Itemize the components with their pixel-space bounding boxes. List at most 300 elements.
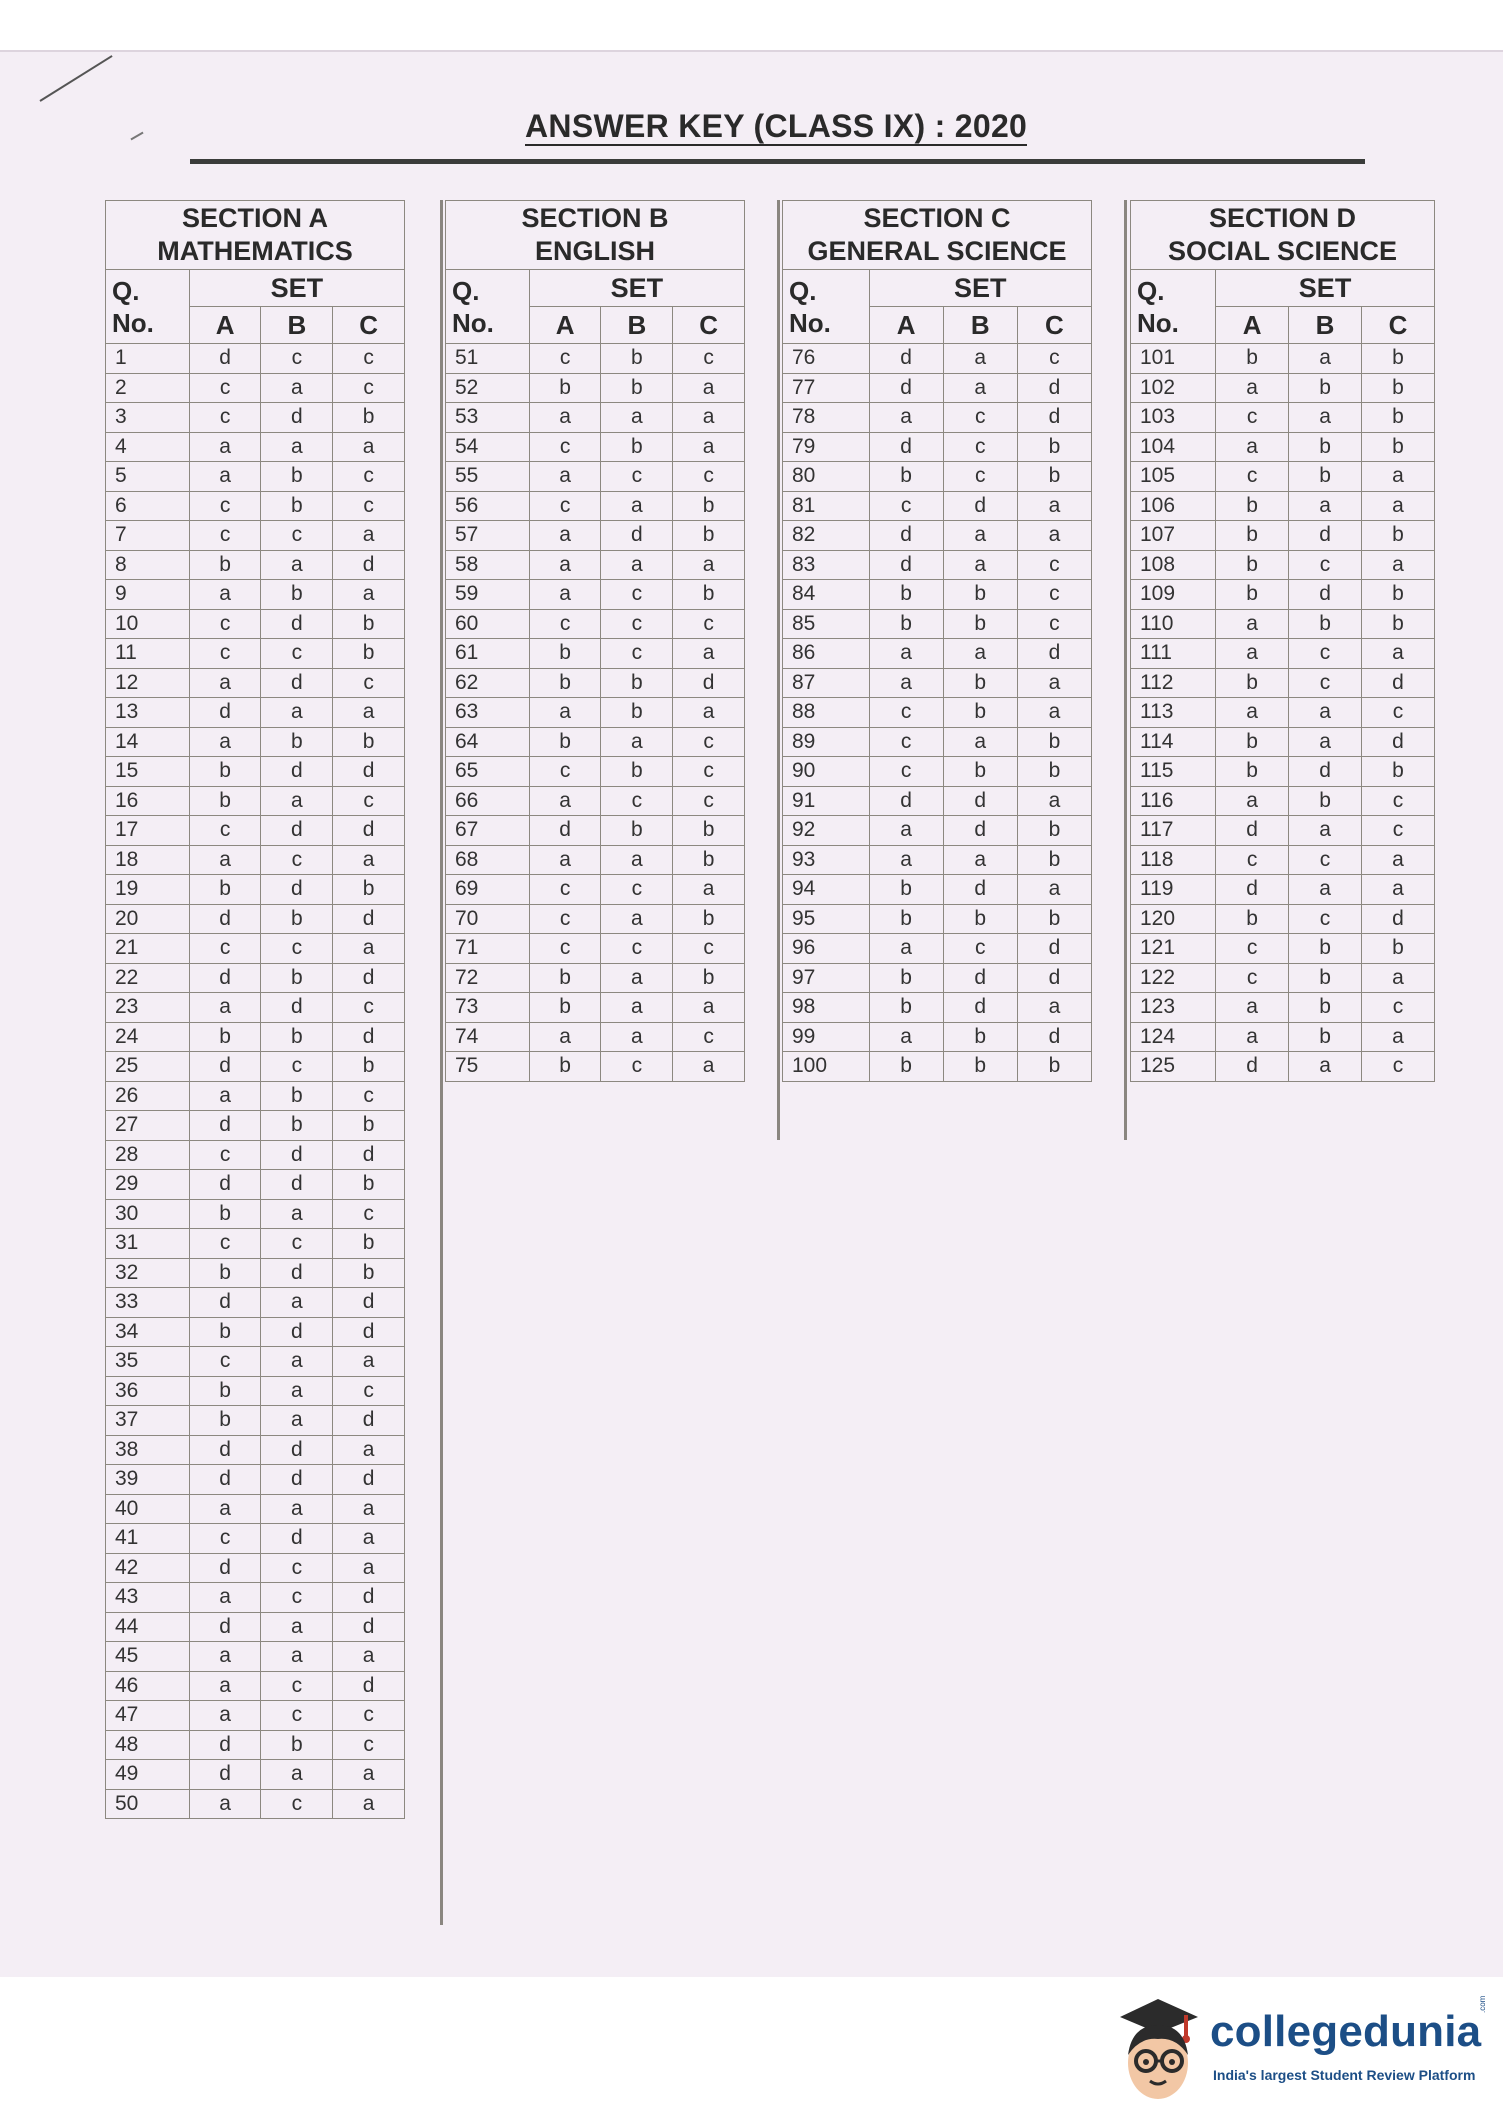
answer-cell: b — [1017, 727, 1091, 757]
answer-row — [446, 993, 745, 1023]
answer-cell: a — [673, 550, 745, 580]
answer-row — [1131, 698, 1435, 728]
answer-cell: a — [529, 580, 601, 610]
answer-row — [783, 934, 1092, 964]
answer-row — [446, 403, 745, 433]
question-number-cell: 9 — [106, 580, 190, 610]
answer-row — [783, 993, 1092, 1023]
question-number-cell: 10 — [106, 609, 190, 639]
answer-cell: b — [189, 1022, 261, 1052]
question-number-cell: 31 — [106, 1229, 190, 1259]
answer-row — [783, 373, 1092, 403]
answer-cell: c — [601, 875, 673, 905]
answer-row — [446, 609, 745, 639]
answer-cell: d — [261, 1524, 333, 1554]
answer-row — [1131, 845, 1435, 875]
answer-cell: d — [1289, 580, 1362, 610]
answer-cell: a — [333, 1553, 405, 1583]
answer-cell: c — [1289, 668, 1362, 698]
question-number-cell: 96 — [783, 934, 870, 964]
answer-cell: a — [1362, 462, 1435, 492]
answer-cell: b — [943, 904, 1017, 934]
answer-row — [1131, 904, 1435, 934]
question-number-cell: 28 — [106, 1140, 190, 1170]
answer-cell: b — [1216, 550, 1289, 580]
answer-row — [106, 1583, 405, 1613]
answer-cell: c — [1216, 462, 1289, 492]
answer-cell: d — [189, 1111, 261, 1141]
answer-cell: b — [1216, 491, 1289, 521]
answer-row — [446, 904, 745, 934]
answer-cell: a — [333, 698, 405, 728]
answer-cell: a — [189, 1494, 261, 1524]
section-title-line: SOCIAL SCIENCE — [1167, 236, 1398, 266]
answer-cell: a — [189, 993, 261, 1023]
question-number-cell: 114 — [1131, 727, 1216, 757]
answer-cell: a — [869, 845, 943, 875]
answer-cell: a — [943, 344, 1017, 374]
answer-cell: a — [261, 1760, 333, 1790]
answer-row — [106, 993, 405, 1023]
question-number-cell: 85 — [783, 609, 870, 639]
answer-cell: b — [1289, 609, 1362, 639]
answer-cell: c — [333, 344, 405, 374]
answer-cell: c — [333, 1730, 405, 1760]
section-b-table — [445, 200, 745, 1082]
answer-row — [106, 1111, 405, 1141]
answer-cell: a — [673, 1052, 745, 1082]
question-number-cell: 40 — [106, 1494, 190, 1524]
answer-cell: a — [1362, 875, 1435, 905]
question-number-header — [446, 270, 530, 344]
question-number-cell: 111 — [1131, 639, 1216, 669]
question-number-cell: 22 — [106, 963, 190, 993]
answer-cell: b — [943, 580, 1017, 610]
question-number-cell: 20 — [106, 904, 190, 934]
answer-cell: b — [601, 816, 673, 846]
answer-cell: a — [189, 432, 261, 462]
question-number-cell: 78 — [783, 403, 870, 433]
answer-cell: c — [601, 934, 673, 964]
answer-row — [783, 580, 1092, 610]
answer-row — [106, 1760, 405, 1790]
answer-cell: a — [869, 403, 943, 433]
answer-row — [1131, 934, 1435, 964]
answer-row — [106, 1022, 405, 1052]
answer-cell: a — [261, 1376, 333, 1406]
answer-cell: c — [189, 816, 261, 846]
answer-cell: a — [1289, 1052, 1362, 1082]
question-number-cell: 18 — [106, 845, 190, 875]
answer-row — [1131, 668, 1435, 698]
answer-cell: a — [673, 993, 745, 1023]
answer-cell: d — [189, 1288, 261, 1318]
answer-row — [106, 1258, 405, 1288]
answer-cell: c — [673, 609, 745, 639]
answer-cell: b — [333, 609, 405, 639]
answer-cell: a — [333, 845, 405, 875]
answer-cell: d — [673, 668, 745, 698]
answer-cell: a — [529, 1022, 601, 1052]
answer-cell: b — [333, 875, 405, 905]
answer-cell: d — [333, 1406, 405, 1436]
answer-cell: c — [261, 1583, 333, 1613]
answer-row — [106, 757, 405, 787]
answer-cell: d — [261, 668, 333, 698]
answer-cell: a — [1017, 698, 1091, 728]
answer-cell: b — [1216, 904, 1289, 934]
question-number-cell: 118 — [1131, 845, 1216, 875]
answer-cell: c — [529, 875, 601, 905]
answer-cell: c — [869, 727, 943, 757]
answer-row — [106, 1406, 405, 1436]
question-number-cell: 106 — [1131, 491, 1216, 521]
question-number-cell: 89 — [783, 727, 870, 757]
question-number-cell: 100 — [783, 1052, 870, 1082]
answer-cell: b — [189, 1258, 261, 1288]
answer-cell: a — [529, 403, 601, 433]
logo-tagline: India's largest Student Review Platform — [1213, 2067, 1476, 2083]
answer-row — [106, 1465, 405, 1495]
question-number-cell: 60 — [446, 609, 530, 639]
answer-cell: a — [869, 668, 943, 698]
answer-cell: a — [943, 550, 1017, 580]
answer-cell: c — [601, 462, 673, 492]
answer-cell: d — [189, 1170, 261, 1200]
question-number-cell: 47 — [106, 1701, 190, 1731]
answer-cell: a — [1362, 550, 1435, 580]
answer-cell: c — [333, 668, 405, 698]
answer-cell: a — [1216, 373, 1289, 403]
answer-cell: b — [333, 727, 405, 757]
answer-cell: d — [189, 1435, 261, 1465]
answer-cell: a — [601, 403, 673, 433]
question-number-cell: 63 — [446, 698, 530, 728]
answer-row — [106, 609, 405, 639]
answer-cell: a — [673, 639, 745, 669]
answer-row — [106, 1081, 405, 1111]
answer-row — [106, 1789, 405, 1819]
answer-row — [446, 344, 745, 374]
question-number-header-line: Q. — [789, 275, 817, 306]
answer-cell: b — [1017, 1052, 1091, 1082]
question-number-cell: 48 — [106, 1730, 190, 1760]
question-number-cell: 107 — [1131, 521, 1216, 551]
question-number-cell: 90 — [783, 757, 870, 787]
answer-cell: a — [333, 580, 405, 610]
answer-cell: d — [261, 609, 333, 639]
question-number-header-line: No. — [452, 307, 494, 338]
question-number-cell: 117 — [1131, 816, 1216, 846]
answer-row — [446, 432, 745, 462]
question-number-cell: 65 — [446, 757, 530, 787]
answer-cell: c — [333, 993, 405, 1023]
question-number-cell: 34 — [106, 1317, 190, 1347]
answer-cell: a — [673, 698, 745, 728]
answer-cell: d — [943, 491, 1017, 521]
answer-cell: b — [189, 1406, 261, 1436]
answer-cell: c — [189, 1140, 261, 1170]
answer-cell: b — [1216, 668, 1289, 698]
question-number-cell: 46 — [106, 1671, 190, 1701]
answer-cell: b — [601, 344, 673, 374]
question-number-cell: 54 — [446, 432, 530, 462]
answer-cell: c — [261, 1789, 333, 1819]
answer-row — [1131, 521, 1435, 551]
answer-cell: c — [869, 757, 943, 787]
answer-row — [106, 1347, 405, 1377]
answer-row — [446, 491, 745, 521]
answer-cell: b — [1017, 432, 1091, 462]
question-number-cell: 82 — [783, 521, 870, 551]
answer-cell: b — [529, 993, 601, 1023]
question-number-cell: 23 — [106, 993, 190, 1023]
answer-row — [106, 875, 405, 905]
set-column-header: B — [261, 307, 333, 344]
answer-cell: b — [529, 639, 601, 669]
answer-row — [106, 403, 405, 433]
answer-cell: c — [601, 580, 673, 610]
answer-cell: b — [529, 668, 601, 698]
answer-cell: c — [261, 934, 333, 964]
question-number-cell: 59 — [446, 580, 530, 610]
answer-cell: d — [869, 344, 943, 374]
answer-cell: b — [189, 1199, 261, 1229]
set-column-header: A — [1216, 307, 1289, 344]
answer-cell: d — [333, 1583, 405, 1613]
answer-cell: c — [1289, 639, 1362, 669]
answer-cell: b — [261, 580, 333, 610]
answer-row — [106, 1701, 405, 1731]
question-number-cell: 98 — [783, 993, 870, 1023]
answer-row — [106, 373, 405, 403]
answer-cell: b — [529, 727, 601, 757]
answer-cell: a — [529, 550, 601, 580]
answer-cell: b — [261, 727, 333, 757]
question-number-header — [783, 270, 870, 344]
title-underline — [190, 159, 1365, 164]
answer-row — [106, 1170, 405, 1200]
answer-row — [783, 963, 1092, 993]
answer-cell: b — [261, 904, 333, 934]
answer-row — [783, 403, 1092, 433]
question-number-cell: 4 — [106, 432, 190, 462]
question-number-cell: 19 — [106, 875, 190, 905]
answer-cell: d — [869, 432, 943, 462]
answer-row — [106, 550, 405, 580]
answer-cell: a — [529, 786, 601, 816]
answer-cell: d — [1289, 757, 1362, 787]
answer-cell: a — [1216, 993, 1289, 1023]
answer-row — [106, 727, 405, 757]
question-number-cell: 91 — [783, 786, 870, 816]
answer-row — [1131, 432, 1435, 462]
answer-cell: c — [529, 904, 601, 934]
question-number-cell: 75 — [446, 1052, 530, 1082]
answer-row — [1131, 550, 1435, 580]
answer-cell: b — [189, 875, 261, 905]
answer-cell: c — [1216, 934, 1289, 964]
set-column-header: C — [1017, 307, 1091, 344]
question-number-cell: 79 — [783, 432, 870, 462]
section-title-line: SECTION C — [863, 203, 1011, 233]
answer-cell: a — [189, 1671, 261, 1701]
answer-cell: a — [673, 373, 745, 403]
answer-cell: b — [1362, 757, 1435, 787]
answer-cell: d — [189, 1612, 261, 1642]
answer-row — [106, 1612, 405, 1642]
answer-cell: a — [189, 1642, 261, 1672]
answer-cell: d — [189, 1052, 261, 1082]
answer-cell: c — [673, 786, 745, 816]
question-number-cell: 50 — [106, 1789, 190, 1819]
answer-row — [1131, 816, 1435, 846]
answer-cell: a — [1289, 344, 1362, 374]
answer-cell: a — [943, 373, 1017, 403]
answer-cell: c — [189, 1347, 261, 1377]
answer-row — [1131, 609, 1435, 639]
set-header: SET — [529, 270, 744, 307]
answer-cell: a — [333, 432, 405, 462]
answer-cell: b — [261, 1730, 333, 1760]
answer-row — [1131, 727, 1435, 757]
answer-cell: b — [1216, 344, 1289, 374]
answer-cell: a — [529, 521, 601, 551]
answer-cell: d — [1017, 373, 1091, 403]
answer-cell: a — [673, 875, 745, 905]
answer-cell: d — [261, 1170, 333, 1200]
answer-cell: a — [189, 580, 261, 610]
question-number-cell: 42 — [106, 1553, 190, 1583]
question-number-cell: 37 — [106, 1406, 190, 1436]
answer-row — [446, 698, 745, 728]
answer-cell: c — [333, 1376, 405, 1406]
answer-cell: b — [1362, 580, 1435, 610]
answer-cell: d — [333, 1465, 405, 1495]
answer-cell: c — [601, 639, 673, 669]
answer-row — [106, 1199, 405, 1229]
answer-cell: b — [261, 963, 333, 993]
answer-cell: a — [943, 521, 1017, 551]
question-number-cell: 7 — [106, 521, 190, 551]
answer-row — [106, 1730, 405, 1760]
question-number-cell: 102 — [1131, 373, 1216, 403]
answer-cell: b — [869, 462, 943, 492]
answer-cell: a — [601, 727, 673, 757]
answer-row — [446, 462, 745, 492]
question-number-cell: 2 — [106, 373, 190, 403]
answer-cell: b — [261, 462, 333, 492]
answer-cell: c — [189, 1524, 261, 1554]
section-title — [446, 201, 745, 270]
answer-cell: a — [601, 1022, 673, 1052]
answer-row — [1131, 757, 1435, 787]
question-number-cell: 49 — [106, 1760, 190, 1790]
answer-row — [106, 1140, 405, 1170]
answer-row — [106, 1494, 405, 1524]
answer-cell: d — [1216, 1052, 1289, 1082]
answer-cell: d — [869, 373, 943, 403]
answer-row — [106, 904, 405, 934]
answer-cell: b — [1289, 432, 1362, 462]
answer-cell: c — [1017, 609, 1091, 639]
answer-cell: c — [869, 491, 943, 521]
question-number-cell: 61 — [446, 639, 530, 669]
answer-cell: c — [1362, 1052, 1435, 1082]
question-number-cell: 16 — [106, 786, 190, 816]
answer-cell: a — [529, 462, 601, 492]
answer-cell: d — [189, 344, 261, 374]
answer-cell: d — [333, 816, 405, 846]
answer-row — [1131, 344, 1435, 374]
answer-cell: b — [261, 1111, 333, 1141]
answer-row — [1131, 875, 1435, 905]
set-header: SET — [869, 270, 1091, 307]
collegedunia-logo[interactable] — [1110, 1995, 1500, 2105]
answer-cell: b — [333, 403, 405, 433]
section-title-line: MATHEMATICS — [157, 236, 353, 266]
answer-cell: d — [1017, 403, 1091, 433]
answer-cell: a — [529, 698, 601, 728]
answer-row — [1131, 639, 1435, 669]
question-number-cell: 73 — [446, 993, 530, 1023]
answer-cell: b — [869, 993, 943, 1023]
answer-cell: a — [601, 993, 673, 1023]
answer-cell: a — [673, 432, 745, 462]
answer-row — [106, 1376, 405, 1406]
answer-row — [446, 727, 745, 757]
answer-cell: a — [261, 1347, 333, 1377]
answer-cell: c — [189, 403, 261, 433]
answer-cell: b — [869, 963, 943, 993]
question-number-cell: 80 — [783, 462, 870, 492]
answer-cell: c — [261, 1229, 333, 1259]
answer-cell: c — [1362, 816, 1435, 846]
answer-cell: a — [943, 727, 1017, 757]
answer-cell: c — [529, 934, 601, 964]
answer-cell: a — [261, 1199, 333, 1229]
answer-cell: c — [261, 1553, 333, 1583]
answer-cell: d — [333, 1288, 405, 1318]
answer-cell: b — [1017, 904, 1091, 934]
question-number-cell: 15 — [106, 757, 190, 787]
question-number-cell: 29 — [106, 1170, 190, 1200]
answer-row — [1131, 963, 1435, 993]
answer-cell: d — [869, 550, 943, 580]
answer-row — [783, 550, 1092, 580]
answer-cell: a — [1362, 491, 1435, 521]
answer-cell: b — [261, 491, 333, 521]
answer-row — [106, 432, 405, 462]
answer-cell: c — [1216, 403, 1289, 433]
answer-cell: c — [1216, 845, 1289, 875]
answer-cell: b — [1289, 1022, 1362, 1052]
question-number-cell: 66 — [446, 786, 530, 816]
question-number-cell: 84 — [783, 580, 870, 610]
answer-cell: c — [673, 1022, 745, 1052]
answer-row — [783, 816, 1092, 846]
answer-cell: a — [261, 698, 333, 728]
answer-row — [106, 1671, 405, 1701]
set-column-header: B — [601, 307, 673, 344]
answer-row — [783, 491, 1092, 521]
answer-cell: d — [943, 875, 1017, 905]
answer-cell: b — [601, 757, 673, 787]
answer-cell: c — [1017, 550, 1091, 580]
answer-cell: a — [333, 934, 405, 964]
answer-cell: a — [1017, 993, 1091, 1023]
answer-cell: c — [189, 639, 261, 669]
